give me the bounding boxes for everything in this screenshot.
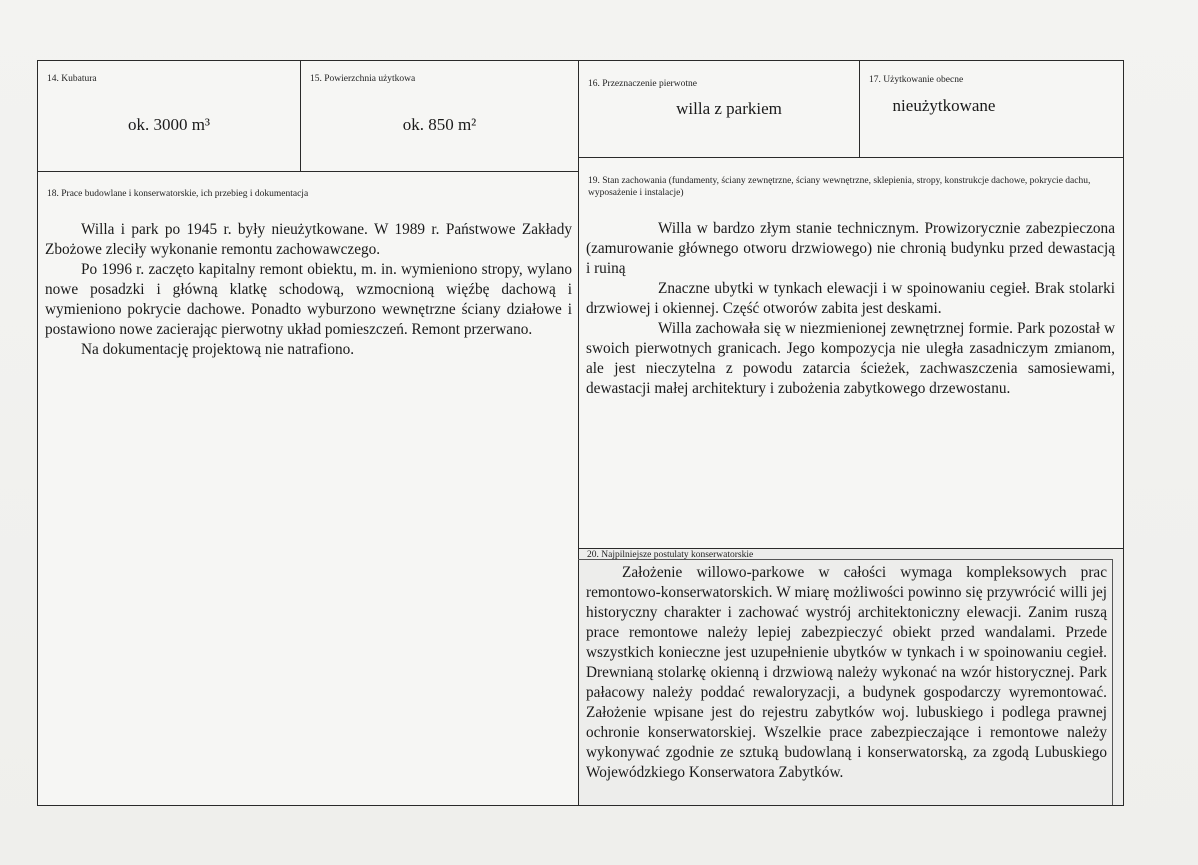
paragraph: Willa i park po 1945 r. były nieużytkowane. W 1989 r. Państwowe Zakłady Zbożowe zleciły wykonanie remontu zachowawczego. (45, 221, 572, 258)
paragraph: Znaczne ubytki w tynkach elewacji i w spoinowaniu cegieł. Brak stolarki drzwiowej i okiennej. Część otworów zabita jest deskami. (586, 280, 1115, 317)
cell-prace-budowlane (37, 171, 579, 806)
divider (1112, 559, 1113, 805)
value-kubatura: ok. 3000 m³ (127, 115, 211, 134)
label-powierzchnia: 15. Powierzchnia użytkowa (310, 74, 416, 84)
label-kubatura: 14. Kubatura (47, 74, 97, 84)
value-uzytkowanie: nieużytkowane (892, 96, 996, 115)
divider (578, 559, 1113, 560)
label-postulaty: 20. Najpilniejsze postulaty konserwatorskie (587, 550, 754, 560)
cell-stan-zachowania (578, 157, 1124, 549)
paragraph: Willa zachowała się w niezmienionej zewnętrznej formie. Park pozostał w swoich pierwotnych granicach. Jego kompozycja nie uległa zasadniczym zmianom, ale jest nieczytelna z powodu zatarcia ścieżek, zachwaszczenia samosiewami, dewastacji małej architektury i zubożenia zabytkowego drzewostanu. (586, 320, 1115, 397)
text-postulaty (586, 563, 1107, 783)
cell-uzytkowanie (859, 60, 1124, 158)
text-prace-budowlane (45, 220, 572, 360)
paragraph: Na dokumentację projektową nie natrafiono. (81, 341, 355, 358)
paragraph: Po 1996 r. zaczęto kapitalny remont obiektu, m. in. wymieniono stropy, wylano nowe posadzki i główną klatkę schodową, wzmocnioną więźbę dachową i wymieniono pokrycie dachowe. Ponadto wyburzono wewnętrzne ściany działowe i postawiono nowe zacierając pierwotny układ pomieszczeń. Remont przerwano. (45, 261, 572, 338)
label-przeznaczenie: 16. Przeznaczenie pierwotne (588, 79, 697, 89)
paragraph: Założenie willowo-parkowe w całości wymaga kompleksowych prac remontowo-konserwatorskich. W miarę możliwości powinno się przywrócić willi jej historyczny charakter i zachować wystrój architektoniczny elewacji. Zanim ruszą prace remontowe należy lepiej zabezpieczyć obiekt przed wandalami. Przede wszystkich konieczne jest uzupełnienie ubytków w tynkach i w spoinowaniu cegieł. Drewnianą stolarkę okienną i drzwiową należy wykonać na wzór historycznej. Park pałacowy należy poddać rewaloryzacji, a budynek gospodarczy wyremontować. Założenie wpisane jest do rejestru zabytków woj. lubuskiego i podlega prawnej ochronie konserwatorskiej. Wszelkie prace zabezpieczające i remontowe należy wykonywać zgodnie ze sztuką budowlaną i konserwatorską, za zgodą Lubuskiego Wojewódzkiego Konserwatora Zabytków. (586, 564, 1107, 781)
text-stan-zachowania (586, 219, 1115, 399)
label-stan-zachowania: 19. Stan zachowania (fundamenty, ściany zewnętrzne, ściany wewnętrzne, sklepienia, stropy, konstrukcje dachowe, pokrycie dachu, wyposażenie i instalacje) (588, 176, 1091, 198)
value-powierzchnia: ok. 850 m² (402, 115, 477, 134)
value-przeznaczenie: willa z parkiem (676, 99, 782, 118)
label-prace-budowlane: 18. Prace budowlane i konserwatorskie, ich przebieg i dokumentacja (47, 189, 309, 199)
cell-przeznaczenie (578, 60, 860, 158)
cell-powierzchnia (300, 60, 579, 172)
cell-kubatura (37, 60, 301, 172)
label-uzytkowanie: 17. Użytkowanie obecne (869, 75, 964, 85)
paragraph: Willa w bardzo złym stanie technicznym. Prowizorycznie zabezpieczona (zamurowanie głównego otworu drzwiowego) nie chronią budynku przed dewastacją i ruiną (586, 220, 1115, 277)
cell-postulaty (578, 548, 1124, 806)
